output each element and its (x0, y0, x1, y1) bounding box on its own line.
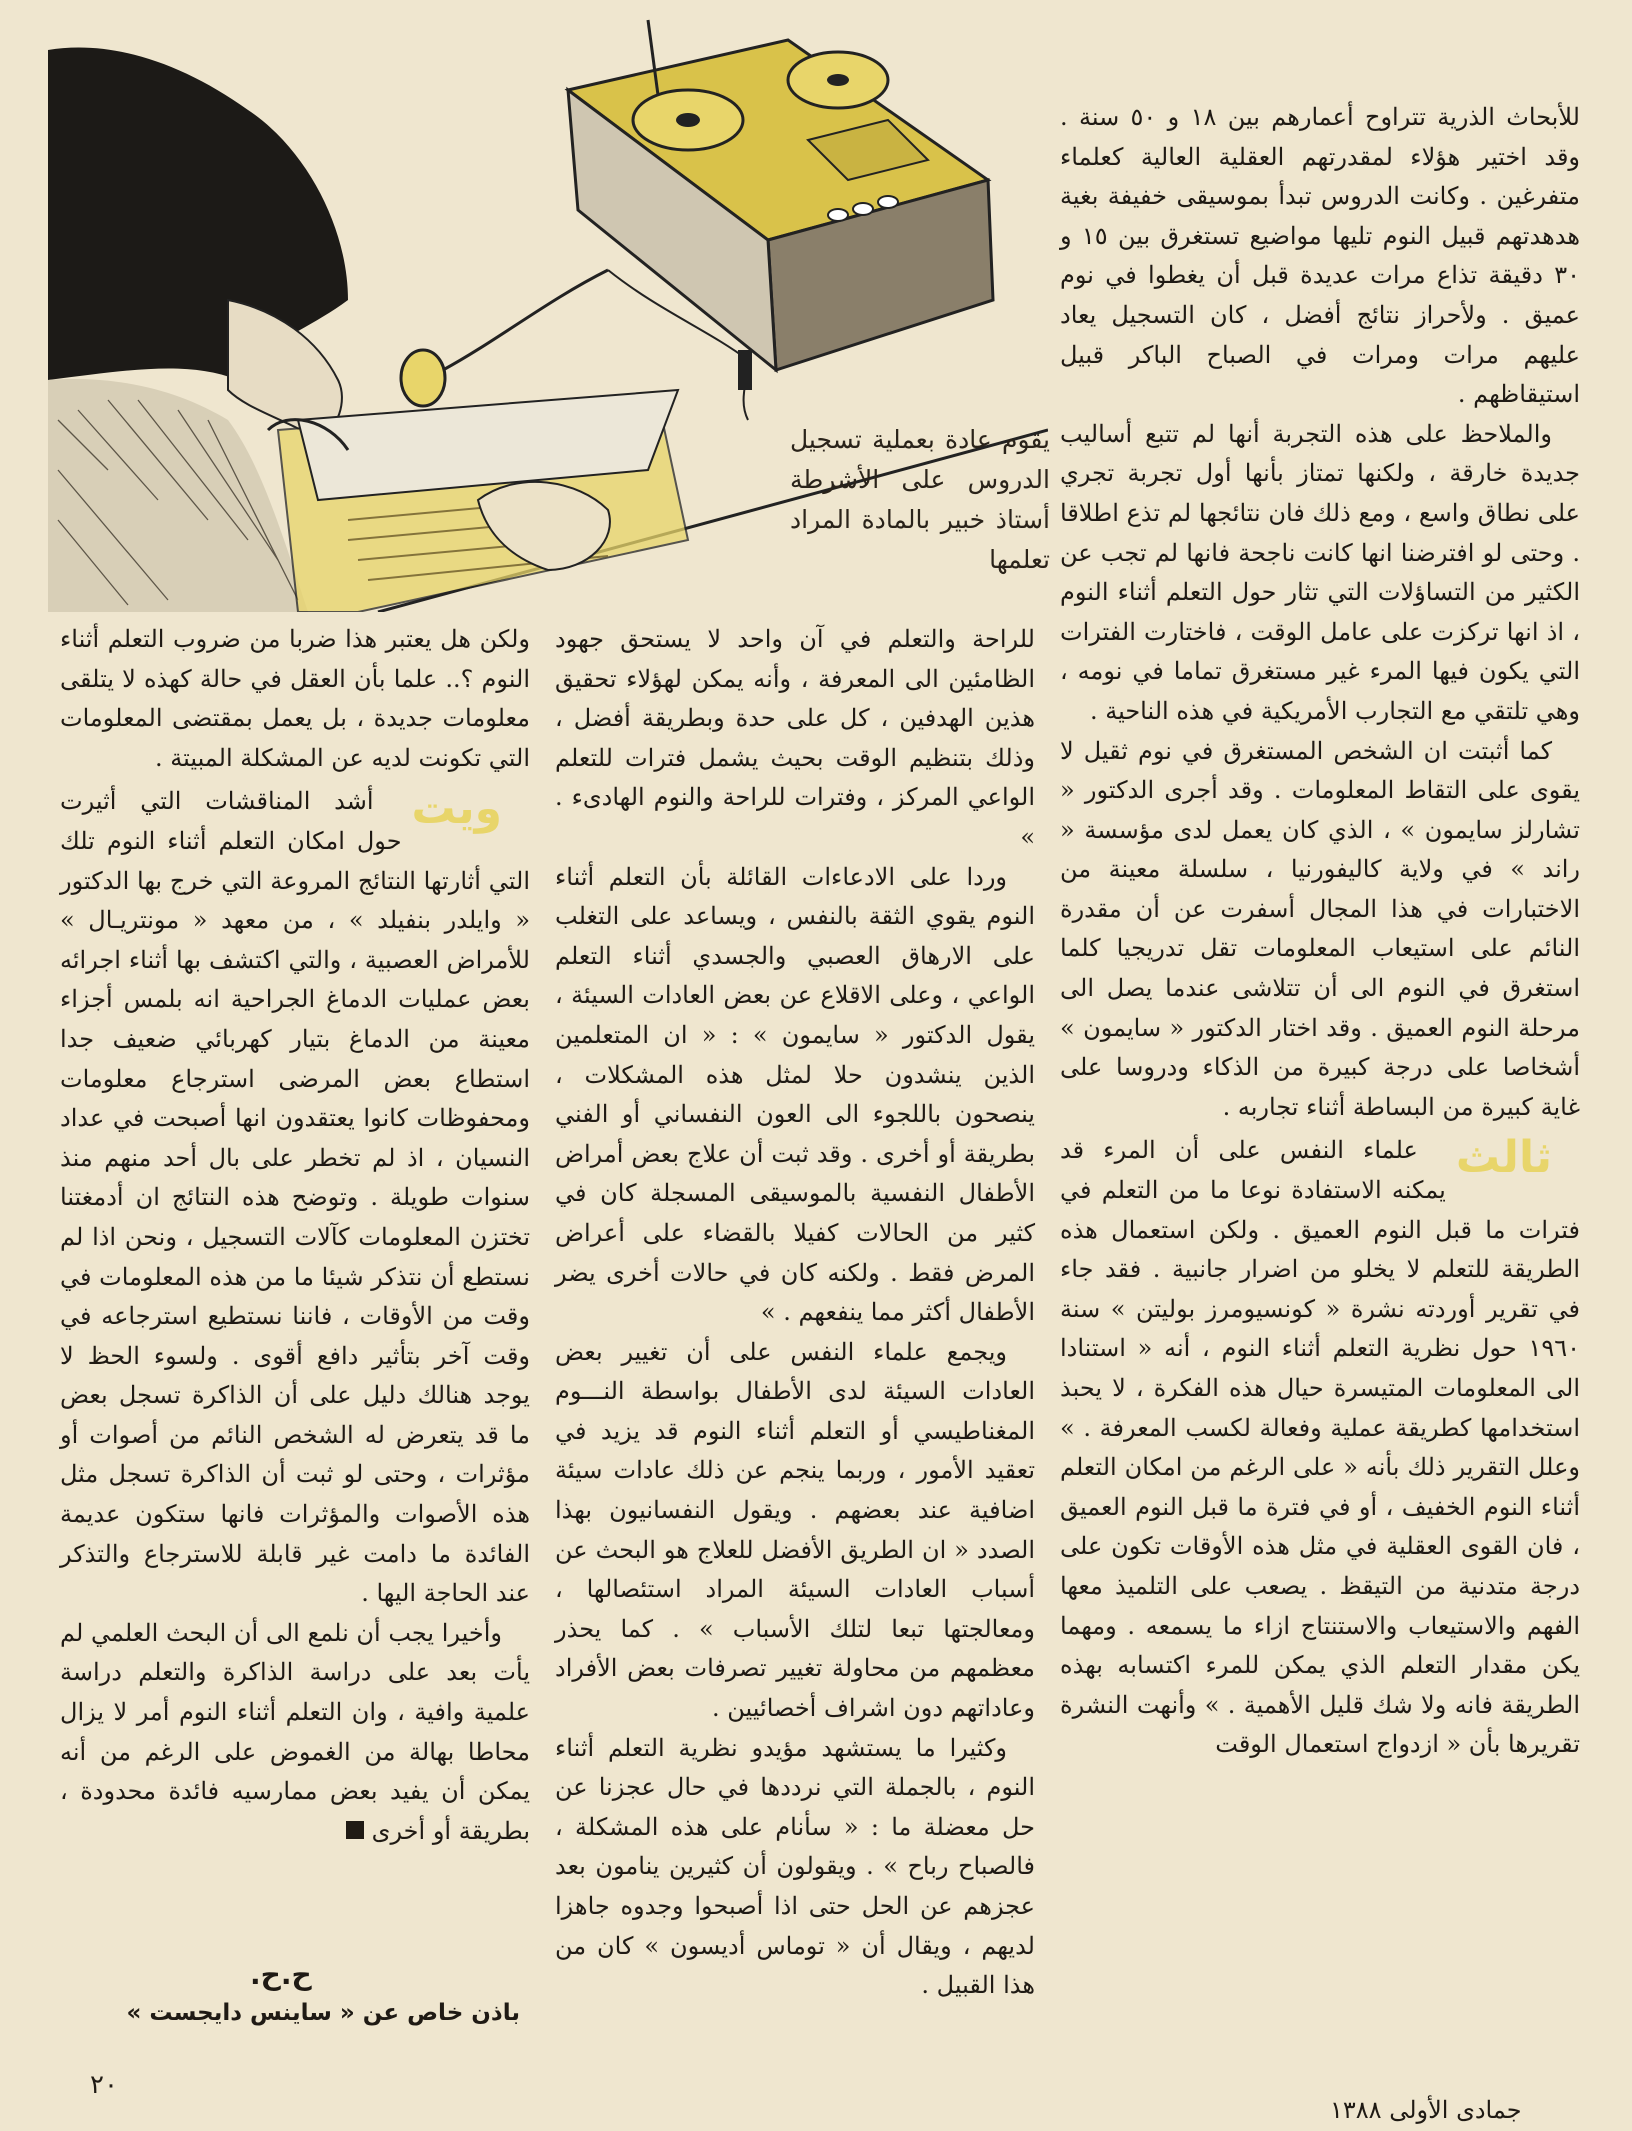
paragraph (60, 1614, 530, 1852)
paragraph-text: وأخيرا يجب أن نلمع الى أن البحث العلمي لم يأت بعد على دراسة الذاكرة والتعلم دراسة علمية وافية ، وان التعلم أثناء النوم أمر لا يزال محاطا بهالة من الغموض على الرغم من أنه يمكن أن يفيد بعض ممارسيه فائدة محدودة ، بطريقة أو أخرى (60, 1618, 531, 1845)
paragraph: ولكن هل يعتبر هذا ضربا من ضروب التعلم أثناء النوم ؟.. علما بأن العقل في حالة كهذه لا يتلقى معلومات جديدة ، بل يعمل بمقتضى المعلومات التي تكونت لديه عن المشكلة المبيتة . (60, 625, 530, 772)
page-number: ٢٠ (90, 2070, 118, 2100)
drop-cap: ويت (411, 783, 502, 835)
illustration-caption (790, 420, 1050, 580)
end-mark (346, 1821, 364, 1839)
paragraph: كما أثبتت ان الشخص المستغرق في نوم ثقيل لا يقوى على التقاط المعلومات . وقد أجرى الدكتور « تشارلز سايمون » ، الذي كان يعمل لدى مؤسسة « راند » في ولاية كاليفورنيا ، سلسلة معينة من الاختبارات في هذا المجال أسفرت عن أن مقدرة النائم على استيعاب المعلومات تقل تدريجيا كلما استغرق في النوم الى أن تتلاشى عندما يصل الى مرحلة النوم العميق . وقد اختار الدكتور « سايمون » أشخاصا على درجة كبيرة من الذكاء ودروسا على غاية كبيرة من البساطة أثناء تجاربه . (1060, 736, 1580, 1121)
caption-text: يقوم عادة بعملية تسجيل الدروس على الأشرطة أستاذ خبير بالمادة المراد تعلمها (790, 425, 1050, 574)
column-middle (555, 620, 1035, 2040)
paragraph (60, 782, 530, 1613)
paragraph: والملاحظ على هذه التجربة أنها لم تتبع أساليب جديدة خارقة ، ولكنها تمتاز بأنها أول تجربة تجري على نطاق واسع ، ومع ذلك فان نتائجها لم تذع اطلاقا . وحتى لو افترضنا انها كانت ناجحة فانها لم تجب عن الكثير من التساؤلات التي تثار حول التعلم أثناء النوم ، اذ انها تركزت على عامل الوقت ، فاختارت الفترات التي يكون فيها المرء غير مستغرق تماما في نومه ، وهي تلتقي مع التجارب الأمريكية في هذه الناحية . (1060, 419, 1580, 725)
issue-date: جمادى الأولى ١٣٨٨ (1330, 2096, 1522, 2124)
column-right (1060, 98, 1580, 2003)
column-left (60, 620, 530, 1980)
paragraph-text: علماء النفس على أن المرء قد يمكنه الاستفادة نوعا ما من التعلم في فترات ما قبل النوم العميق . ولكن استعمال هذه الطريقة للتعلم لا يخلو من اضرار جانبية . فقد جاء في تقرير أوردته نشرة « كونسيومرز بوليتن » سنة ١٩٦٠ حول نظرية التعلم أثناء النوم ، أنه « استنادا الى المعلومات المتيسرة حيال هذه الفكرة ، لا يحبذ استخدامها كطريقة عملية وفعالة لكسب المعرفة . » وعلل التقرير ذلك بأنه « على الرغم من امكان التعلم أثناء النوم الخفيف ، أو في فترة ما قبل النوم العميق ، فان القوى العقلية في مثل هذه الأوقات تكون على درجة متدنية من التيقظ . يصعب على التلميذ معها الفهم والاستيعاب والاستنتاج ازاء ما يسمعه . ومهما يكن مقدار التعلم الذي يمكن للمرء اكتسابه بهذه الطريقة فانه ولا شك قليل الأهمية . » وأنهت النشرة تقريرها بأن « ازدواج استعمال الوقت (1060, 1136, 1580, 1759)
paragraph: للراحة والتعلم في آن واحد لا يستحق جهود الظامئين الى المعرفة ، وأنه يمكن لهؤلاء تحقيق هذين الهدفين ، كل على حدة وبطريقة أفضل ، وذلك بتنظيم الوقت بحيث يشمل فترات للتعلم الواعي المركز ، وفترات للراحة والنوم الهادىء . » (555, 625, 1035, 851)
paragraph (1060, 1131, 1580, 1765)
author-signature: ح.ح. (250, 1958, 312, 1991)
drop-cap: ثالث (1455, 1132, 1552, 1184)
paragraph: وردا على الادعاءات القائلة بأن التعلم أثناء النوم يقوي الثقة بالنفس ، ويساعد على التغلب على الارهاق العصبي والجسدي أثناء التعلم الواعي ، وعلى الاقلاع عن بعض العادات السيئة ، يقول الدكتور « سايمون » : « ان المتعلمين الذين ينشدون حلا لمثل هذه المشكلات ، ينصحون باللجوء الى العون النفساني أو الفني بطريقة أو أخرى . وقد ثبت أن علاج بعض أمراض الأطفال النفسية بالموسيقى المسجلة كان في كثير من الحالات كفيلا بالقضاء على أعراض المرض فقط . ولكنه كان في حالات أخرى يضر الأطفال أكثر مما ينفعهم . » (555, 862, 1035, 1327)
source-credit: باذن خاص عن « ساينس دايجست » (126, 2000, 520, 2026)
paragraph: ويجمع علماء النفس على أن تغيير بعض العادات السيئة لدى الأطفال بواسطة النـــوم المغناطيسي أو التعلم أثناء النوم قد يزيد في تعقيد الأمور ، وربما ينجم عن ذلك عادات سيئة اضافية عند بعضهم . ويقول النفسانيون بهذا الصدد « ان الطريق الأفضل للعلاج هو البحث عن أسباب العادات السيئة المراد استئصالها ، ومعالجتها تبعا لتلك الأسباب » . كما يحذر معظمهم من محاولة تغيير تصرفات بعض الأفراد وعاداتهم دون اشراف أخصائيين . (555, 1337, 1035, 1723)
paragraph: للأبحاث الذرية تتراوح أعمارهم بين ١٨ و ٥٠ سنة . وقد اختير هؤلاء لمقدرتهم العقلية العالية كعلماء متفرغين . وكانت الدروس تبدأ بموسيقى خفيفة بغية هدهدتهم قبيل النوم تليها مواضيع تستغرق بين ١٥ و ٣٠ دقيقة تذاع مرات عديدة قبل أن يغطوا في نوم عميق . ولأحراز نتائج أفضل ، كان التسجيل يعاد عليهم مرات ومرات في الصباح الباكر قبيل استيقاظهم . (1060, 103, 1580, 409)
paragraph: وكثيرا ما يستشهد مؤيدو نظرية التعلم أثناء النوم ، بالجملة التي نرددها في حال عجزنا عن حل معضلة ما : « سأنام على هذه المشكلة ، فالصباح رباح » . ويقولون أن كثيرين ينامون بعد عجزهم عن الحل حتى اذا أصبحوا وجدوه جاهزا لديهم ، ويقال أن « توماس أديسون » كان من هذا القبيل . (555, 1733, 1035, 2000)
paragraph-text: أشد المناقشات التي أثيرت حول امكان التعلم أثناء النوم تلك التي أثارتها النتائج المروعة التي خرج بها الدكتور « وايلدر بنفيلد » ، من معهد « مونتريـال » للأمراض العصبية ، والتي اكتشف بها أثناء اجرائه بعض عمليات الدماغ الجراحية انه بلمس أجزاء معينة من الدماغ بتيار كهربائي ضعيف جدا استطاع بعض المرضى استرجاع معلومات ومحفوظات كانوا يعتقدون انها أصبحت في عداد النسيان ، اذ لم تخطر على بال أحد منهم منذ سنوات طويلة . وتوضح هذه النتائج ان أدمغتنا تختزن المعلومات كآلات التسجيل ، ونحن اذا لم نستطع أن نتذكر شيئا ما من هذه المعلومات في وقت من الأوقات ، فاننا نستطيع استرجاعه في وقت آخر بتأثير دافع أقوى . ولسوء الحظ لا يوجد هنالك دليل على أن الذاكرة تسجل بعض ما قد يتعرض له الشخص النائم من أصوات أو مؤثرات ، وحتى لو ثبت أن الذاكرة تسجل مثل هذه الأصوات والمؤثرات فانها ستكون عديمة الفائدة ما دامت غير قابلة للاسترجاع والتذكر عند الحاجة اليها . (60, 787, 530, 1608)
